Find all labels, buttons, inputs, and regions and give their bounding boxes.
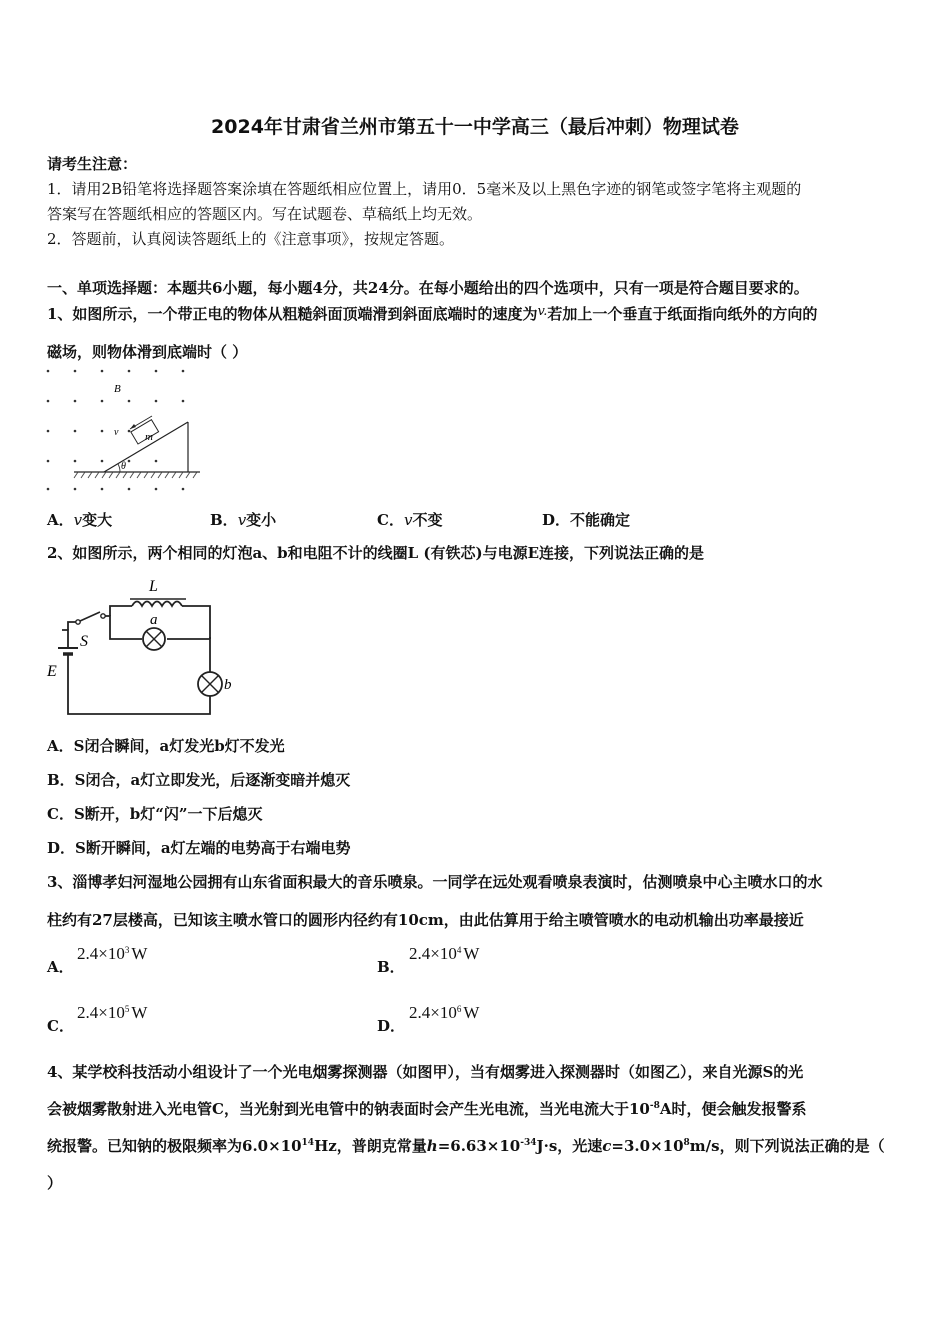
q3-option-d-letter: D． — [377, 1017, 406, 1035]
label-S: S — [80, 633, 88, 650]
q2-option-b: B．S闭合，a灯立即发光，后逐渐变暗并熄灭 — [47, 771, 351, 789]
switch-S — [76, 612, 105, 624]
field-label-B: B — [114, 383, 121, 395]
q1-stem-post: 若加上一个垂直于纸面指向纸外的方向的 — [547, 305, 818, 323]
q3-stem-line-1: 3、淄博孝妇河湿地公园拥有山东省面积最大的音乐喷泉。一同学在远处观看喷泉表演时，估测喷泉中心主喷水口的水 — [47, 873, 823, 891]
notice-line-1b: 答案写在答题纸相应的答题区内。写在试题卷、草稿纸上均无效。 — [47, 205, 483, 223]
battery-E — [58, 636, 78, 658]
q3-option-b-letter: B． — [377, 958, 405, 976]
q3-option-a-letter: A． — [47, 958, 74, 976]
q1-option-c: C．v不变 — [377, 511, 443, 529]
velocity-label-v: v — [114, 427, 119, 438]
q1-incline-figure — [40, 362, 210, 494]
velocity-arrowhead — [130, 424, 136, 429]
angle-arc — [118, 464, 120, 472]
mass-label-m: m — [145, 431, 153, 443]
q1-v-symbol: v. — [537, 304, 548, 319]
notice-line-1a: 1．请用2B铅笔将选择题答案涂填在答题纸相应位置上，请用0．5毫米及以上黑色字迹的钢笔或签字笔将主观题的 — [47, 180, 802, 198]
q3-option-c-letter: C． — [47, 1017, 74, 1035]
q3-stem-line-2: 柱约有27层楼高，已知该主喷水管口的圆形内径约有10cm，由此估算用于给主喷管喷水的电动机输出功率最接近 — [47, 911, 804, 929]
label-b: b — [224, 677, 232, 693]
q4-stem-line-2: 会被烟雾散射进入光电管C，当光射到光电管中的钠表面时会产生光电流，当光电流大于$10^{-8}A$时，便会触发报警系 — [47, 1100, 807, 1118]
q1-stem-line-2: 磁场，则物体滑到底端时（ ） — [47, 343, 248, 361]
page-title: 2024年甘肃省兰州市第五十一中学高三（最后冲刺）物理试卷 — [211, 116, 739, 138]
section-heading: 一、单项选择题：本题共6小题，每小题4分，共24分。在每小题给出的四个选项中，只有一项是符合题目要求的。 — [47, 279, 809, 297]
inductor-coil-L — [132, 602, 182, 607]
label-E: E — [47, 663, 57, 680]
q3-option-b-value: $2.4\times 10^4$ W — [409, 944, 480, 963]
q3-option-d-value: $2.4\times 10^6$ W — [409, 1003, 480, 1022]
ground-hatching — [74, 472, 197, 478]
bulb-a — [143, 628, 165, 650]
q4-stem-line-1: 4、某学校科技活动小组设计了一个光电烟雾探测器（如图甲），当有烟雾进入探测器时（如图乙），来自光源S的光 — [47, 1063, 804, 1081]
q3-option-a-value: $2.4\times 10^3$ W — [77, 944, 148, 963]
q2-stem: 2、如图所示，两个相同的灯泡a、b和电阻不计的线圈L (有铁芯)与电源E连接，下列说法正确的是 — [47, 544, 705, 562]
q4-stem-line-4: ） — [47, 1174, 63, 1192]
q1-option-a: A．v变大 — [47, 511, 113, 529]
bulb-b — [198, 672, 222, 696]
q2-option-a: A．S闭合瞬间，a灯发光b灯不发光 — [47, 737, 285, 755]
angle-label-theta: θ — [121, 461, 126, 472]
q2-option-d: D．S断开瞬间，a灯左端的电势高于右端电势 — [47, 839, 351, 857]
q1-stem-line-1 — [47, 303, 817, 324]
notice-line-2: 2．答题前，认真阅读答题纸上的《注意事项》，按规定答题。 — [47, 230, 455, 248]
q3-option-c-value: $2.4\times 10^5$ W — [77, 1003, 148, 1022]
q1-stem-pre: 1、如图所示，一个带正电的物体从粗糙斜面顶端滑到斜面底端时的速度为 — [47, 305, 538, 323]
notice-heading: 请考生注意： — [47, 155, 138, 173]
circuit-wires — [62, 606, 210, 714]
q2-option-c: C．S断开，b灯“闪”一下后熄灭 — [47, 805, 263, 823]
q4-stem-line-3: 统报警。已知钠的极限频率为$6.0\times 10^{14}Hz$，普朗克常量$h=6.63\times 10^{-34}J\cdot s$，光速$c=3.0\times 10^8m/s$，则下列说法正确的是（ — [47, 1137, 885, 1155]
label-a: a — [150, 612, 158, 628]
q2-circuit-figure — [42, 570, 252, 720]
q1-option-b: B．v变小 — [210, 511, 277, 529]
label-L: L — [149, 578, 158, 595]
q1-option-d: D．不能确定 — [542, 511, 631, 529]
